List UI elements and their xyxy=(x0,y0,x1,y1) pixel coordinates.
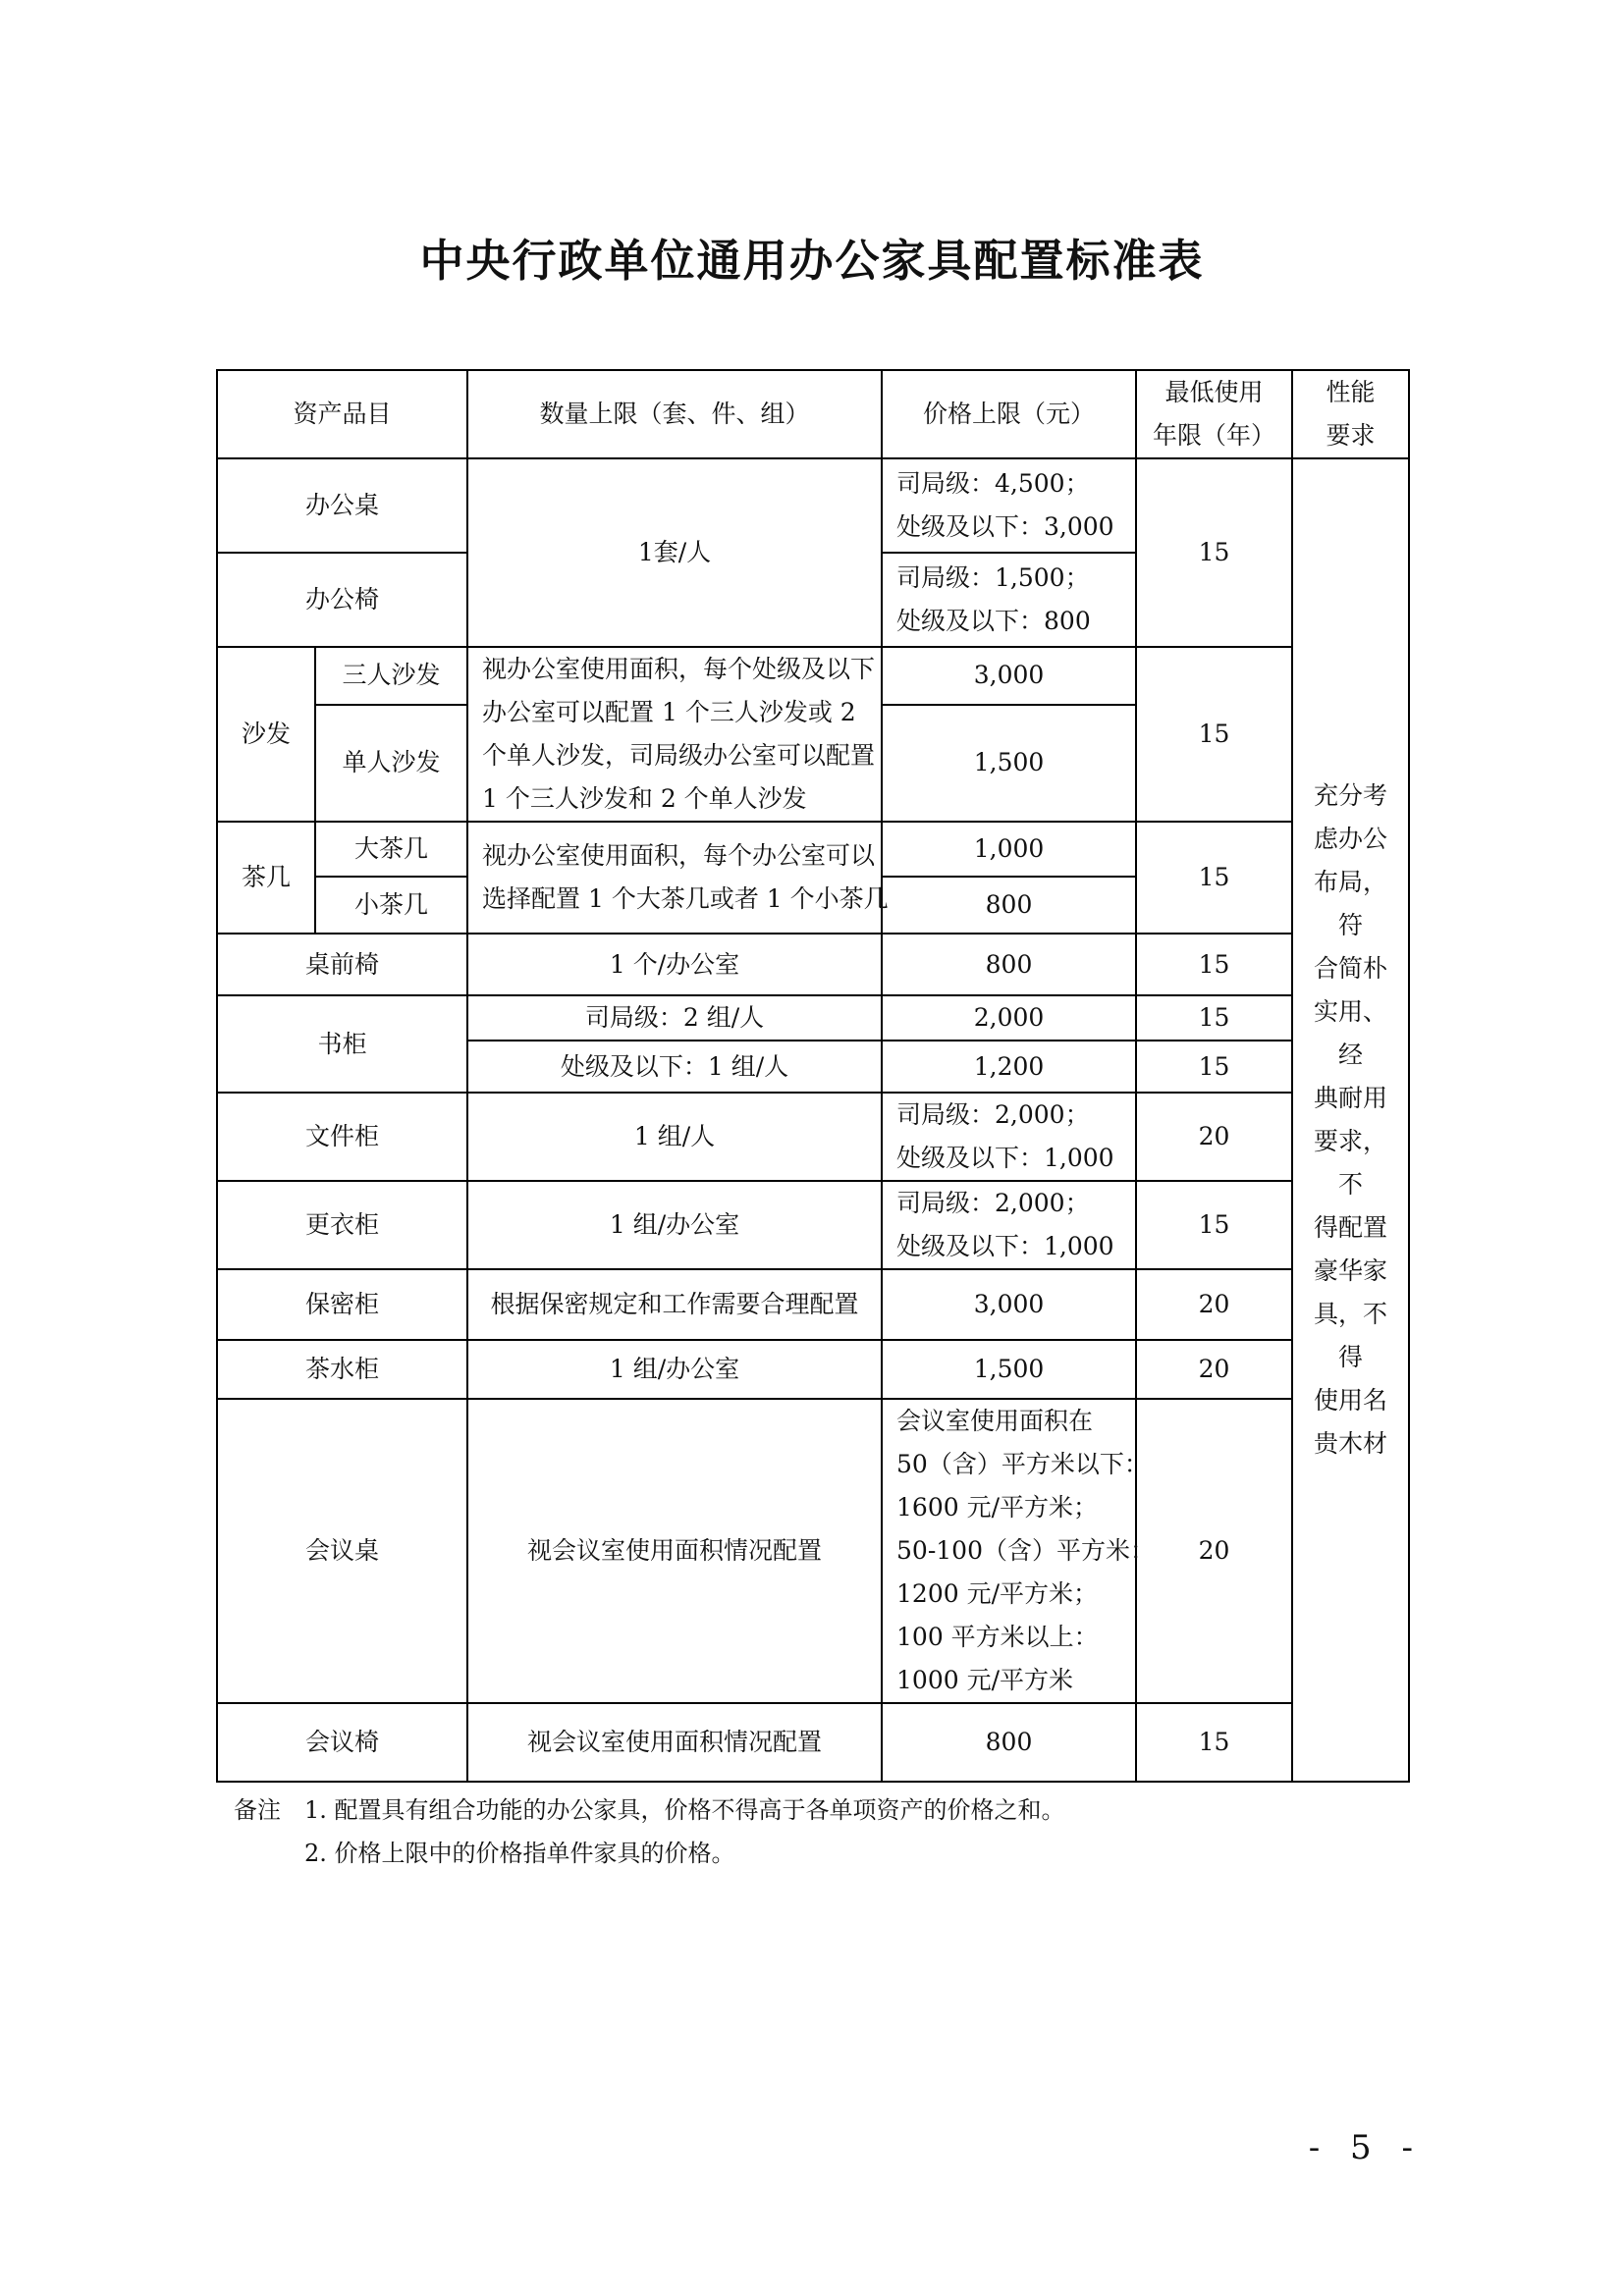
item-name: 桌前椅 xyxy=(217,934,467,995)
header-years: 最低使用 年限（年） xyxy=(1136,370,1292,458)
table-row xyxy=(217,995,1409,1041)
price-cell: 会议室使用面积在 50（含）平方米以下： 1600 元/平方米； 50-100（含）平方米： 1200 元/平方米； 100 平方米以上： 1000 元/平方米 xyxy=(882,1399,1136,1703)
header-item: 资产品目 xyxy=(217,370,467,458)
notes-label: 备注 xyxy=(234,1796,281,1824)
item-name: 书柜 xyxy=(217,995,467,1093)
years-cell: 15 xyxy=(1136,647,1292,822)
furniture-standard-table xyxy=(216,369,1410,1783)
price-cell: 1,200 xyxy=(882,1041,1136,1093)
quantity-cell: 视会议室使用面积情况配置 xyxy=(467,1703,882,1782)
item-name: 保密柜 xyxy=(217,1269,467,1340)
sub-item-name: 小茶几 xyxy=(315,877,467,934)
quantity-cell: 处级及以下：1 组/人 xyxy=(467,1041,882,1093)
years-cell: 20 xyxy=(1136,1340,1292,1399)
years-cell: 15 xyxy=(1136,1181,1292,1269)
item-name: 办公桌 xyxy=(217,458,467,553)
years-cell: 20 xyxy=(1136,1269,1292,1340)
table-row xyxy=(217,1399,1409,1703)
years-cell: 15 xyxy=(1136,1041,1292,1093)
sub-item-name: 大茶几 xyxy=(315,822,467,877)
page-number: - 5 - xyxy=(1308,2128,1423,2167)
quantity-cell: 1 个/办公室 xyxy=(467,934,882,995)
note-2: 2. 价格上限中的价格指单件家具的价格。 xyxy=(304,1840,735,1867)
header-quantity: 数量上限（套、件、组） xyxy=(467,370,882,458)
table-row xyxy=(217,1703,1409,1782)
table-row xyxy=(217,822,1409,877)
price-cell: 1,500 xyxy=(882,705,1136,822)
item-name: 会议椅 xyxy=(217,1703,467,1782)
years-cell: 15 xyxy=(1136,934,1292,995)
header-price: 价格上限（元） xyxy=(882,370,1136,458)
quantity-cell: 视会议室使用面积情况配置 xyxy=(467,1399,882,1703)
header-performance: 性能 要求 xyxy=(1292,370,1409,458)
item-name: 更衣柜 xyxy=(217,1181,467,1269)
years-cell: 15 xyxy=(1136,1703,1292,1782)
table-row xyxy=(217,934,1409,995)
sub-item-name: 三人沙发 xyxy=(315,647,467,705)
price-cell: 司局级：1,500； 处级及以下：800 xyxy=(882,553,1136,647)
price-cell: 3,000 xyxy=(882,1269,1136,1340)
years-cell: 15 xyxy=(1136,995,1292,1041)
years-cell: 20 xyxy=(1136,1093,1292,1181)
item-name: 文件柜 xyxy=(217,1093,467,1181)
quantity-cell: 1套/人 xyxy=(467,458,882,647)
note-1: 1. 配置具有组合功能的办公家具，价格不得高于各单项资产的价格之和。 xyxy=(304,1796,1065,1824)
item-name: 会议桌 xyxy=(217,1399,467,1703)
price-cell: 司局级：4,500； 处级及以下：3,000 xyxy=(882,458,1136,553)
sub-item-name: 单人沙发 xyxy=(315,705,467,822)
table-row xyxy=(217,1340,1409,1399)
price-cell: 司局级：2,000； 处级及以下：1,000 xyxy=(882,1093,1136,1181)
quantity-cell: 司局级：2 组/人 xyxy=(467,995,882,1041)
table-header-row xyxy=(217,370,1409,458)
group-name: 沙发 xyxy=(217,647,315,822)
quantity-cell: 1 组/人 xyxy=(467,1093,882,1181)
years-cell: 15 xyxy=(1136,458,1292,647)
price-cell: 司局级：2,000； 处级及以下：1,000 xyxy=(882,1181,1136,1269)
price-cell: 800 xyxy=(882,934,1136,995)
quantity-cell: 视办公室使用面积，每个办公室可以 选择配置 1 个大茶几或者 1 个小茶几 xyxy=(467,822,882,934)
years-cell: 15 xyxy=(1136,822,1292,934)
item-name: 茶水柜 xyxy=(217,1340,467,1399)
quantity-cell: 1 组/办公室 xyxy=(467,1340,882,1399)
item-name: 办公椅 xyxy=(217,553,467,647)
notes xyxy=(234,1789,1065,1875)
price-cell: 800 xyxy=(882,877,1136,934)
price-cell: 2,000 xyxy=(882,995,1136,1041)
quantity-cell: 根据保密规定和工作需要合理配置 xyxy=(467,1269,882,1340)
quantity-cell: 1 组/办公室 xyxy=(467,1181,882,1269)
price-cell: 3,000 xyxy=(882,647,1136,705)
quantity-cell: 视办公室使用面积，每个处级及以下 办公室可以配置 1 个三人沙发或 2 个单人沙发，司局级办公室可以配置 1 个三人沙发和 2 个单人沙发 xyxy=(467,647,882,822)
table-row xyxy=(217,647,1409,705)
group-name: 茶几 xyxy=(217,822,315,934)
table-row xyxy=(217,1181,1409,1269)
table-row xyxy=(217,1269,1409,1340)
table-row xyxy=(217,1093,1409,1181)
price-cell: 800 xyxy=(882,1703,1136,1782)
performance-cell: 充分考 虑办公 布局，符 合简朴 实用、经 典耐用 要求，不 得配置 豪华家 具，不得 使用名 贵木材 xyxy=(1292,458,1409,1782)
page-title: 中央行政单位通用办公家具配置标准表 xyxy=(419,235,1205,287)
table-row xyxy=(217,458,1409,553)
price-cell: 1,500 xyxy=(882,1340,1136,1399)
years-cell: 20 xyxy=(1136,1399,1292,1703)
price-cell: 1,000 xyxy=(882,822,1136,877)
